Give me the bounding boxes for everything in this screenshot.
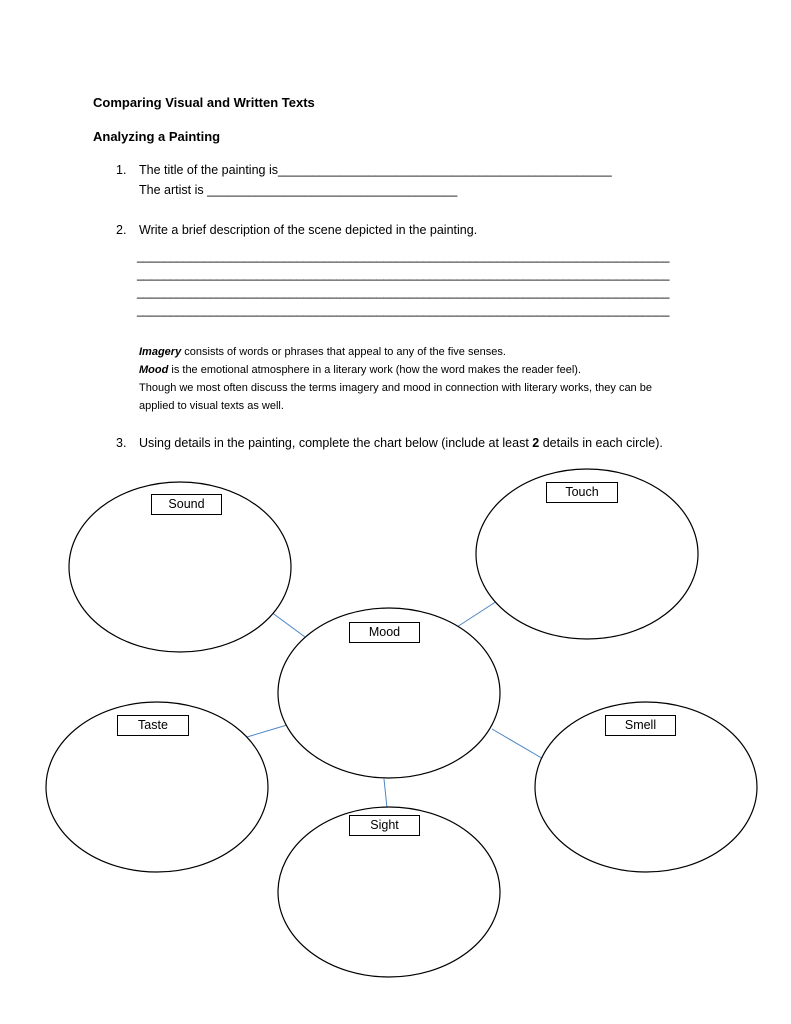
imagery-definition: Imagery consists of words or phrases that appeal to any of the five senses. <box>139 346 506 358</box>
answer-line: ________________________________________________________________________________ <box>137 249 670 263</box>
page-title: Comparing Visual and Written Texts <box>93 95 315 110</box>
touch-label: Touch <box>546 482 618 503</box>
connector-sight <box>384 779 387 808</box>
connector-taste <box>247 725 287 737</box>
q3-number: 3. <box>116 436 127 450</box>
q1-artist-line: The artist is ____________________________________ <box>139 183 458 197</box>
answer-line: ________________________________________________________________________________ <box>137 285 670 299</box>
smell-label: Smell <box>605 715 676 736</box>
q3-prompt: Using details in the painting, complete the chart below (include at least 2 details in each circle). <box>139 436 663 450</box>
answer-line: ________________________________________________________________________________ <box>137 303 670 317</box>
q1-painting-title-line: The title of the painting is________________________________________________ <box>139 163 612 177</box>
taste-label: Taste <box>117 715 189 736</box>
q2-number: 2. <box>116 223 127 237</box>
connector-smell <box>492 729 545 760</box>
note-line: Though we most often discuss the terms imagery and mood in connection with literary works, they can be <box>139 382 652 394</box>
q2-prompt: Write a brief description of the scene depicted in the painting. <box>139 223 478 237</box>
mood-label: Mood <box>349 622 420 643</box>
q1-number: 1. <box>116 163 127 177</box>
mood-term: Mood <box>139 364 169 376</box>
note-line: applied to visual texts as well. <box>139 400 284 412</box>
imagery-term: Imagery <box>139 346 182 358</box>
answer-line: ________________________________________________________________________________ <box>137 267 670 281</box>
connector-touch <box>457 601 497 627</box>
sight-label: Sight <box>349 815 420 836</box>
section-title: Analyzing a Painting <box>93 129 221 144</box>
sound-label: Sound <box>151 494 222 515</box>
mood-definition: Mood is the emotional atmosphere in a literary work (how the word makes the reader feel). <box>139 364 582 376</box>
